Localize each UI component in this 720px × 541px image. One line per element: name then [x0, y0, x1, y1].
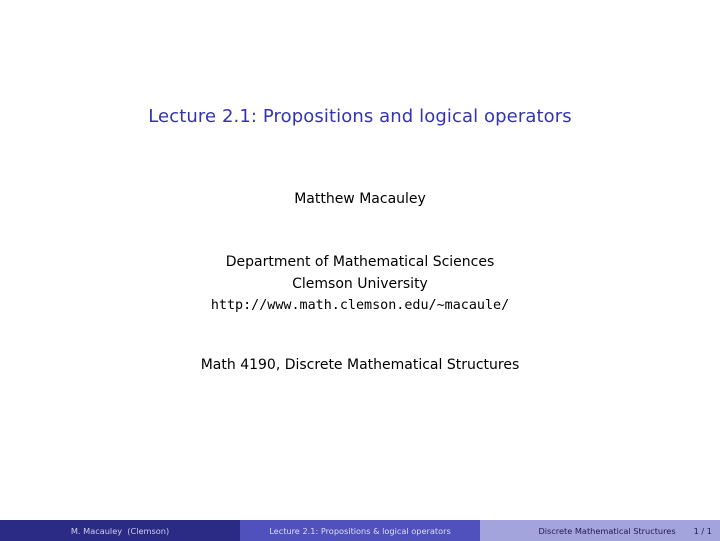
footer-course: Discrete Mathematical Structures — [538, 525, 676, 536]
course-name: Math 4190, Discrete Mathematical Structures — [200, 357, 520, 373]
footer-author-segment — [0, 520, 240, 541]
footer-author: M. Macauley (Clemson) — [70, 525, 170, 536]
department-name: Department of Mathematical Sciences — [225, 254, 495, 270]
footer-page-number: 1 / 1 — [693, 525, 712, 536]
footer-bar — [0, 520, 720, 541]
footer-course-segment — [480, 520, 720, 541]
footer-title-segment — [240, 520, 480, 541]
footer-short-title: Lecture 2.1: Propositions & logical operators — [269, 525, 451, 536]
author-name: Matthew Macauley — [294, 191, 426, 207]
homepage-url: http://www.math.clemson.edu/~macaule/ — [210, 298, 510, 313]
institute-block — [0, 251, 720, 317]
slide-title: Lecture 2.1: Propositions and logical operators — [148, 106, 572, 127]
university-name: Clemson University — [292, 276, 428, 292]
